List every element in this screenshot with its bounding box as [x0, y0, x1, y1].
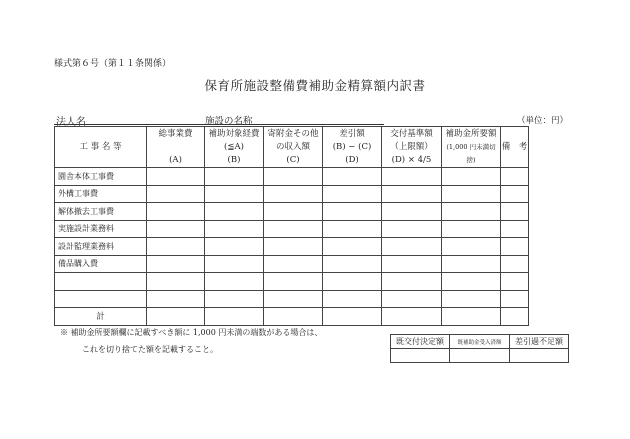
column-header-line: (B) − (C): [332, 141, 372, 152]
amount-cell[interactable]: [323, 255, 382, 273]
breakdown-table: [54, 126, 529, 326]
table-row: [55, 185, 529, 203]
table-row: [55, 238, 529, 256]
row-label: 設計監理業務料: [55, 238, 147, 256]
table-header-row: [55, 127, 529, 168]
note-line-1: ※ 補助金所要額欄に記載すべき額に 1,000 円未満の端数がある場合は、: [60, 328, 323, 337]
column-header: [55, 127, 147, 168]
amount-cell[interactable]: [147, 168, 205, 186]
amount-cell[interactable]: [323, 290, 382, 308]
amount-cell[interactable]: [323, 238, 382, 256]
amount-cell[interactable]: [323, 220, 382, 238]
total-amount-cell[interactable]: [264, 308, 323, 326]
column-header-line: [147, 141, 204, 154]
amount-cell[interactable]: [264, 168, 323, 186]
total-amount-cell[interactable]: [382, 308, 442, 326]
decision-value-row: [391, 349, 569, 363]
amount-cell[interactable]: [442, 203, 501, 221]
amount-cell[interactable]: [382, 255, 442, 273]
amount-cell[interactable]: [382, 238, 442, 256]
amount-cell[interactable]: [205, 220, 264, 238]
amount-cell[interactable]: [501, 255, 529, 273]
amount-cell[interactable]: [442, 290, 501, 308]
facility-name-label: 施設の名称: [205, 116, 253, 127]
row-label: 外構工事費: [55, 185, 147, 203]
column-header-line: (B): [227, 154, 241, 165]
decision-table: [390, 334, 569, 363]
amount-cell[interactable]: [442, 238, 501, 256]
amount-cell[interactable]: [205, 290, 264, 308]
column-header-line: (≦A): [224, 141, 244, 152]
column-header-line: (1,000 円未満切捨): [446, 142, 496, 164]
column-header: [264, 127, 323, 168]
unit-label: （単位：円）: [517, 116, 569, 126]
total-amount-cell[interactable]: [205, 308, 264, 326]
amount-cell[interactable]: [501, 185, 529, 203]
amount-cell[interactable]: [264, 203, 323, 221]
decision-header-cell: 既補助金受入済額: [450, 335, 510, 349]
column-header-line: 交付基準額: [390, 128, 433, 139]
amount-cell[interactable]: [147, 203, 205, 221]
column-header-line: 総事業費: [158, 128, 193, 139]
column-header: [147, 127, 205, 168]
document-title: 保育所施設整備費補助金精算額内訳書: [204, 78, 426, 93]
row-label: [55, 273, 147, 291]
decision-header-row: [391, 335, 569, 349]
amount-cell[interactable]: [205, 273, 264, 291]
decision-header-cell: 既交付決定額: [391, 335, 450, 349]
total-row: [55, 308, 529, 326]
amount-cell[interactable]: [147, 185, 205, 203]
total-amount-cell[interactable]: [323, 308, 382, 326]
amount-cell[interactable]: [501, 168, 529, 186]
amount-cell[interactable]: [264, 273, 323, 291]
column-header-line: (A): [169, 154, 182, 165]
total-amount-cell[interactable]: [442, 308, 501, 326]
column-header: [205, 127, 264, 168]
amount-cell[interactable]: [501, 220, 529, 238]
amount-cell[interactable]: [382, 185, 442, 203]
column-header-line: (D) × 4/5: [391, 154, 432, 165]
amount-cell[interactable]: [205, 238, 264, 256]
amount-cell[interactable]: [442, 168, 501, 186]
table-row: [55, 203, 529, 221]
table-row: [55, 290, 529, 308]
table-row: [55, 168, 529, 186]
amount-cell[interactable]: [147, 238, 205, 256]
amount-cell[interactable]: [382, 290, 442, 308]
column-header-line: 補助金所要額: [445, 128, 497, 139]
row-label: [55, 290, 147, 308]
column-header-line: 工 事 名 等: [79, 141, 122, 152]
amount-cell[interactable]: [264, 290, 323, 308]
amount-cell[interactable]: [323, 203, 382, 221]
table-row: [55, 255, 529, 273]
decision-value-cell[interactable]: [391, 349, 450, 363]
amount-cell[interactable]: [382, 273, 442, 291]
amount-cell[interactable]: [323, 273, 382, 291]
note-line-2: これを切り捨てた額を記載すること。: [82, 345, 218, 354]
amount-cell[interactable]: [382, 203, 442, 221]
column-header-line: 寄附金その他: [267, 128, 319, 139]
amount-cell[interactable]: [264, 220, 323, 238]
amount-cell[interactable]: [501, 238, 529, 256]
column-header-line: の収入額: [275, 141, 310, 152]
decision-header-cell: 差引過不足額: [510, 335, 569, 349]
amount-cell[interactable]: [323, 168, 382, 186]
amount-cell[interactable]: [147, 220, 205, 238]
total-amount-cell[interactable]: [501, 308, 529, 326]
amount-cell[interactable]: [147, 255, 205, 273]
amount-cell[interactable]: [501, 203, 529, 221]
amount-cell[interactable]: [147, 273, 205, 291]
amount-cell[interactable]: [147, 290, 205, 308]
column-header-line: 備 考: [501, 141, 528, 152]
table-row: [55, 220, 529, 238]
decision-value-cell[interactable]: [450, 349, 510, 363]
amount-cell[interactable]: [382, 220, 442, 238]
amount-cell[interactable]: [501, 273, 529, 291]
column-header-line: (C): [286, 154, 300, 165]
corporation-name-label: 法人名: [56, 117, 86, 128]
amount-cell[interactable]: [264, 255, 323, 273]
column-header: [501, 127, 529, 168]
form-number: 様式第６号（第１１条関係）: [54, 59, 172, 69]
column-header: [323, 127, 382, 168]
column-header-line: 補助対象経費: [208, 128, 260, 139]
amount-cell[interactable]: [442, 255, 501, 273]
amount-cell[interactable]: [205, 255, 264, 273]
row-label: 解体撤去工事費: [55, 203, 147, 221]
row-label: 園舎本体工事費: [55, 168, 147, 186]
total-amount-cell[interactable]: [147, 308, 205, 326]
amount-cell[interactable]: [205, 203, 264, 221]
amount-cell[interactable]: [264, 238, 323, 256]
amount-cell[interactable]: [205, 185, 264, 203]
column-header-line: (D): [345, 154, 359, 165]
decision-value-cell[interactable]: [510, 349, 569, 363]
amount-cell[interactable]: [442, 185, 501, 203]
amount-cell[interactable]: [442, 273, 501, 291]
name-underline: [54, 124, 384, 125]
amount-cell[interactable]: [501, 290, 529, 308]
amount-cell[interactable]: [205, 168, 264, 186]
amount-cell[interactable]: [323, 185, 382, 203]
amount-cell[interactable]: [382, 168, 442, 186]
column-header: [382, 127, 442, 168]
amount-cell[interactable]: [442, 220, 501, 238]
amount-cell[interactable]: [264, 185, 323, 203]
row-label: 備品購入費: [55, 255, 147, 273]
column-header-line: 差引額: [339, 128, 365, 139]
total-label: 計: [55, 308, 147, 326]
row-label: 実施設計業務料: [55, 220, 147, 238]
column-header: [442, 127, 501, 168]
column-header-line: （上限額）: [390, 141, 433, 152]
table-row: [55, 273, 529, 291]
